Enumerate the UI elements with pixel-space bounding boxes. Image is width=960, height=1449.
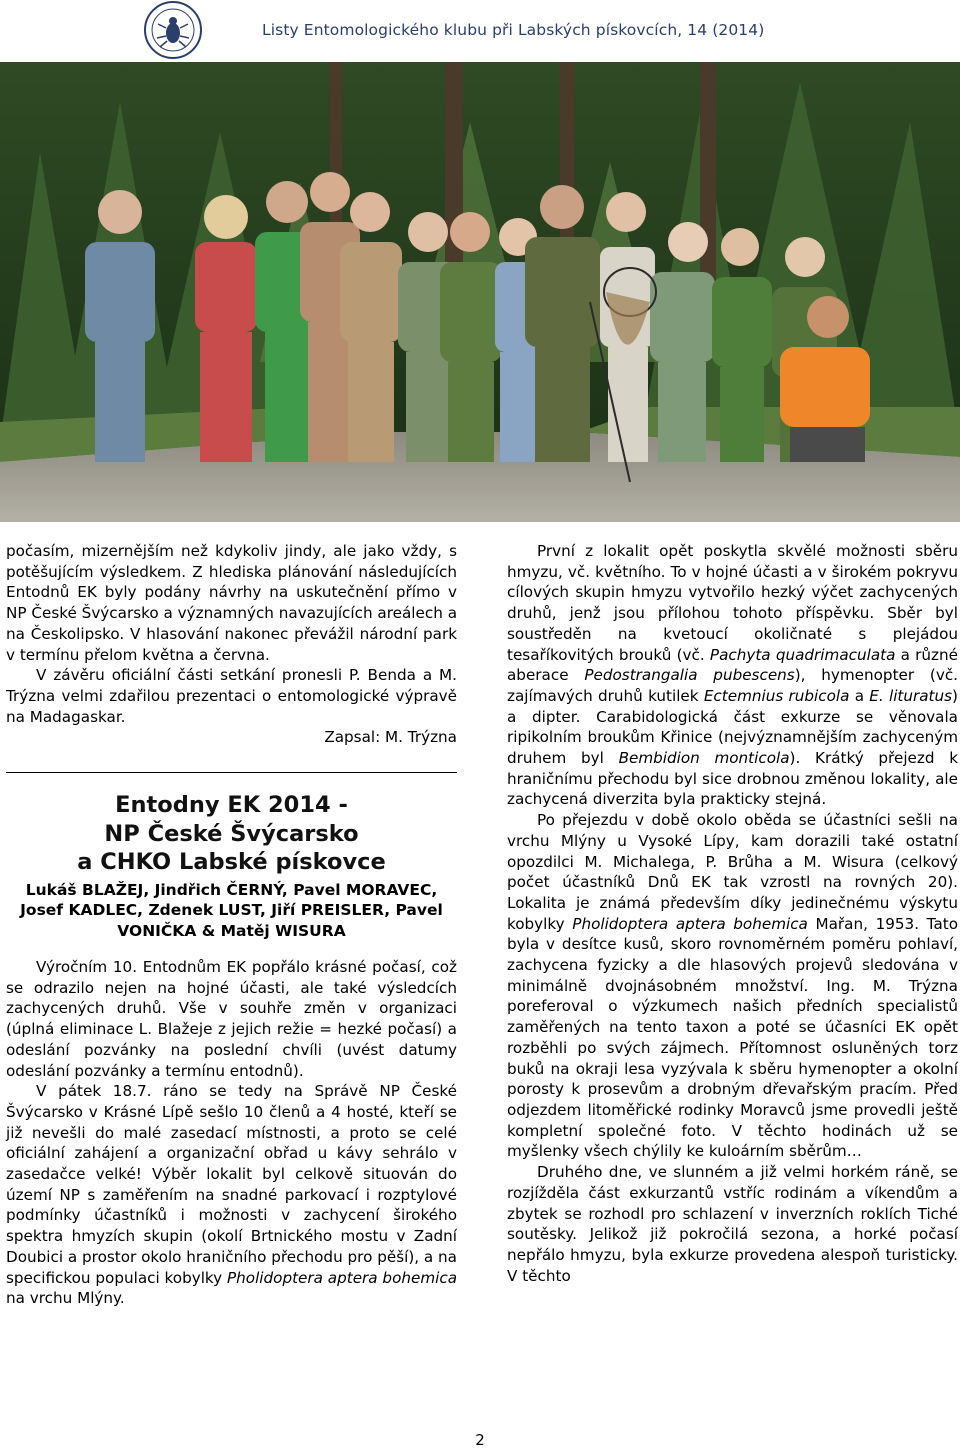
paragraph (6, 1081, 457, 1309)
left-column (6, 541, 457, 1309)
paragraph (507, 541, 958, 810)
beetle-seal-icon (142, 0, 204, 62)
text-run: ). Krátký přejezd k hraničnímu přechodu byl sice drobnou změnou lokality, ale zachycená diverzita byla prakticky stejná. (507, 749, 959, 809)
species-name: Pachyta quadrimaculata (709, 645, 896, 664)
paragraph: V závěru oficiální části setkání pronesli P. Benda a M. Trýzna velmi zdařilou prezentaci o entomologické výpravě na Madagaskar. (6, 666, 457, 726)
text-run: ) a dipter. Carabidologická část exkurze se věnovala ripikolním broukům Křinice (nejvýznamnějším zachyceným druhem byl (507, 686, 958, 768)
species-name: Bembidion monticola (618, 749, 790, 768)
text-run: a různé aberace (507, 645, 958, 685)
article-title-line: NP České Švýcarsko (104, 820, 359, 847)
paragraph: Výročním 10. Entodnům EK popřálo krásné počasí, což se odrazilo nejen na hojné účasti, ale také výsledcích zachycených druhů. Vše v souhře změn v organizaci (úplná eliminace L. Blažeje z jejich režie = hezké počasí) a odeslání pozvánky na poslední chvíli (uvést datumy odeslání pozvánky a termínu entodnů). (6, 958, 457, 1080)
species-name: E. lituratus (869, 686, 953, 705)
text-run: V pátek 18.7. ráno se tedy na Správě NP České Švýcarsko v Krásné Lípě sešlo 10 členů a 4 hosté, kteří se již nevešli do malé zasedací místnosti, a proto se celé oficiální zahájení a organizační obřad u kávy sehrálo v zasedačce velké! Výběr lokalit byl celkově situován do území NP s zaměřením na snadné parkovací i rozptylové podmínky účastníků i možnosti v zachycení širokého spektra hmyzích skupin (okolí Brtnického mostu v Zadní Doubici a prostor okolo hraničního přechodu pro pěší), a na specifickou populaci kobylky (6, 1082, 457, 1287)
group-photo-icon (0, 62, 960, 522)
running-header: Listy Entomologického klubu při Labských pískovcích, 14 (2014) (262, 21, 765, 39)
text-run: a (849, 686, 870, 705)
signature: Zapsal: M. Trýzna (324, 728, 457, 747)
right-column (507, 541, 958, 1286)
species-name: Pholidoptera aptera bohemica (227, 1268, 458, 1287)
article-title-line: Entodny EK 2014 - (115, 792, 348, 819)
page-number: 2 (475, 1431, 485, 1449)
section-divider (6, 772, 457, 773)
text-run: První z lokalit opět poskytla skvělé možnosti sběru hmyzu, vč. květního. To v hojné účasti a v širokém pokryvu cílových skupin hmyzu vytvořilo hezký výčet zachycených druhů, jenž jsou přílohou tohoto příspěvku. Sběr byl soustředěn na kvetoucí okoličnaté s plejádou tesaříkovitých brouků (vč. (507, 542, 958, 664)
article-title-line: a CHKO Labské pískovce (77, 849, 386, 876)
club-logo (142, 0, 204, 62)
text-run: ), hymenopter (vč. zajímavých druhů kutilek (507, 666, 959, 705)
article-authors: Lukáš BLAŽEJ, Jindřich ČERNÝ, Pavel MORAVEC, Josef KADLEC, Zdenek LUST, Jiří PREISLER, Pavel VONIČKA & Matěj WISURA (20, 880, 443, 940)
text-run: Po přejezdu v době okolo oběda se účastníci sešli na vrchu Mlýny u Vysoké Lípy, kam dorazili také ostatní opozdilci M. Michalega, P. Brůha a M. Wisura (celkový počet účastníků Dnů EK tak vzrostl na rovných 20). Lokalita je známá především díky jedinečnému výskytu kobylky (507, 811, 958, 933)
text-run: Mařan, 1953. Tato byla v desítce kusů, skoro rovnoměrném poměru pohlaví, zachycena fyzicky a dle hlasových projevů sledována v minimálně dvojnásobném množství. Ing. M. Trýzna poreferoval o výzkumech našich předních specialistů zaměřených na tento taxon a poté se účasníci EK opět rozběhli po svých zájmech. Přítomnost osluněných torz buků na okraji lesa vyzývala k sběru hymenopter a okolní porosty k prosevům a drobným dřevařským pracím. Před odjezdem litoměřické rodinky Moravců jsme provedli ještě kompletní společné foto. V těchto hodinách už se myšlenky všech chýlily ke kuloárním sběrům… (507, 914, 958, 1161)
paragraph: počasím, mizernějším než kdykoliv jindy, ale jako vždy, s potěšujícím výsledkem. Z hlediska plánování následujících Entodnů EK byly podány návrhy na uskutečnění přímo v NP České Švýcarsko a významných navazujících areálech a na Českolipsko. V hlasování nakonec převážil národní park v termínu přelom května a června. (6, 542, 457, 664)
species-name: Pedostrangalia pubescens (584, 666, 795, 685)
article-title (6, 791, 457, 877)
species-name: Pholidoptera aptera bohemica (572, 914, 808, 933)
paragraph (507, 810, 958, 1162)
group-photo (0, 62, 960, 522)
text-run: na vrchu Mlýny. (6, 1289, 125, 1308)
species-name: Ectemnius rubicola (703, 686, 850, 705)
paragraph: Druhého dne, ve slunném a již velmi horkém ráně, se rozjížděla část exkurzantů vstříc rodinám a víkendům a zbytek se rozhodl pro schlazení v inverzních roklích Tiché soutěsky. Jelikož již pokročilá sezona, a horké počasí nepřálo hmyzu, byla exkurze provedena alespoň turisticky. V těchto (507, 1163, 958, 1285)
